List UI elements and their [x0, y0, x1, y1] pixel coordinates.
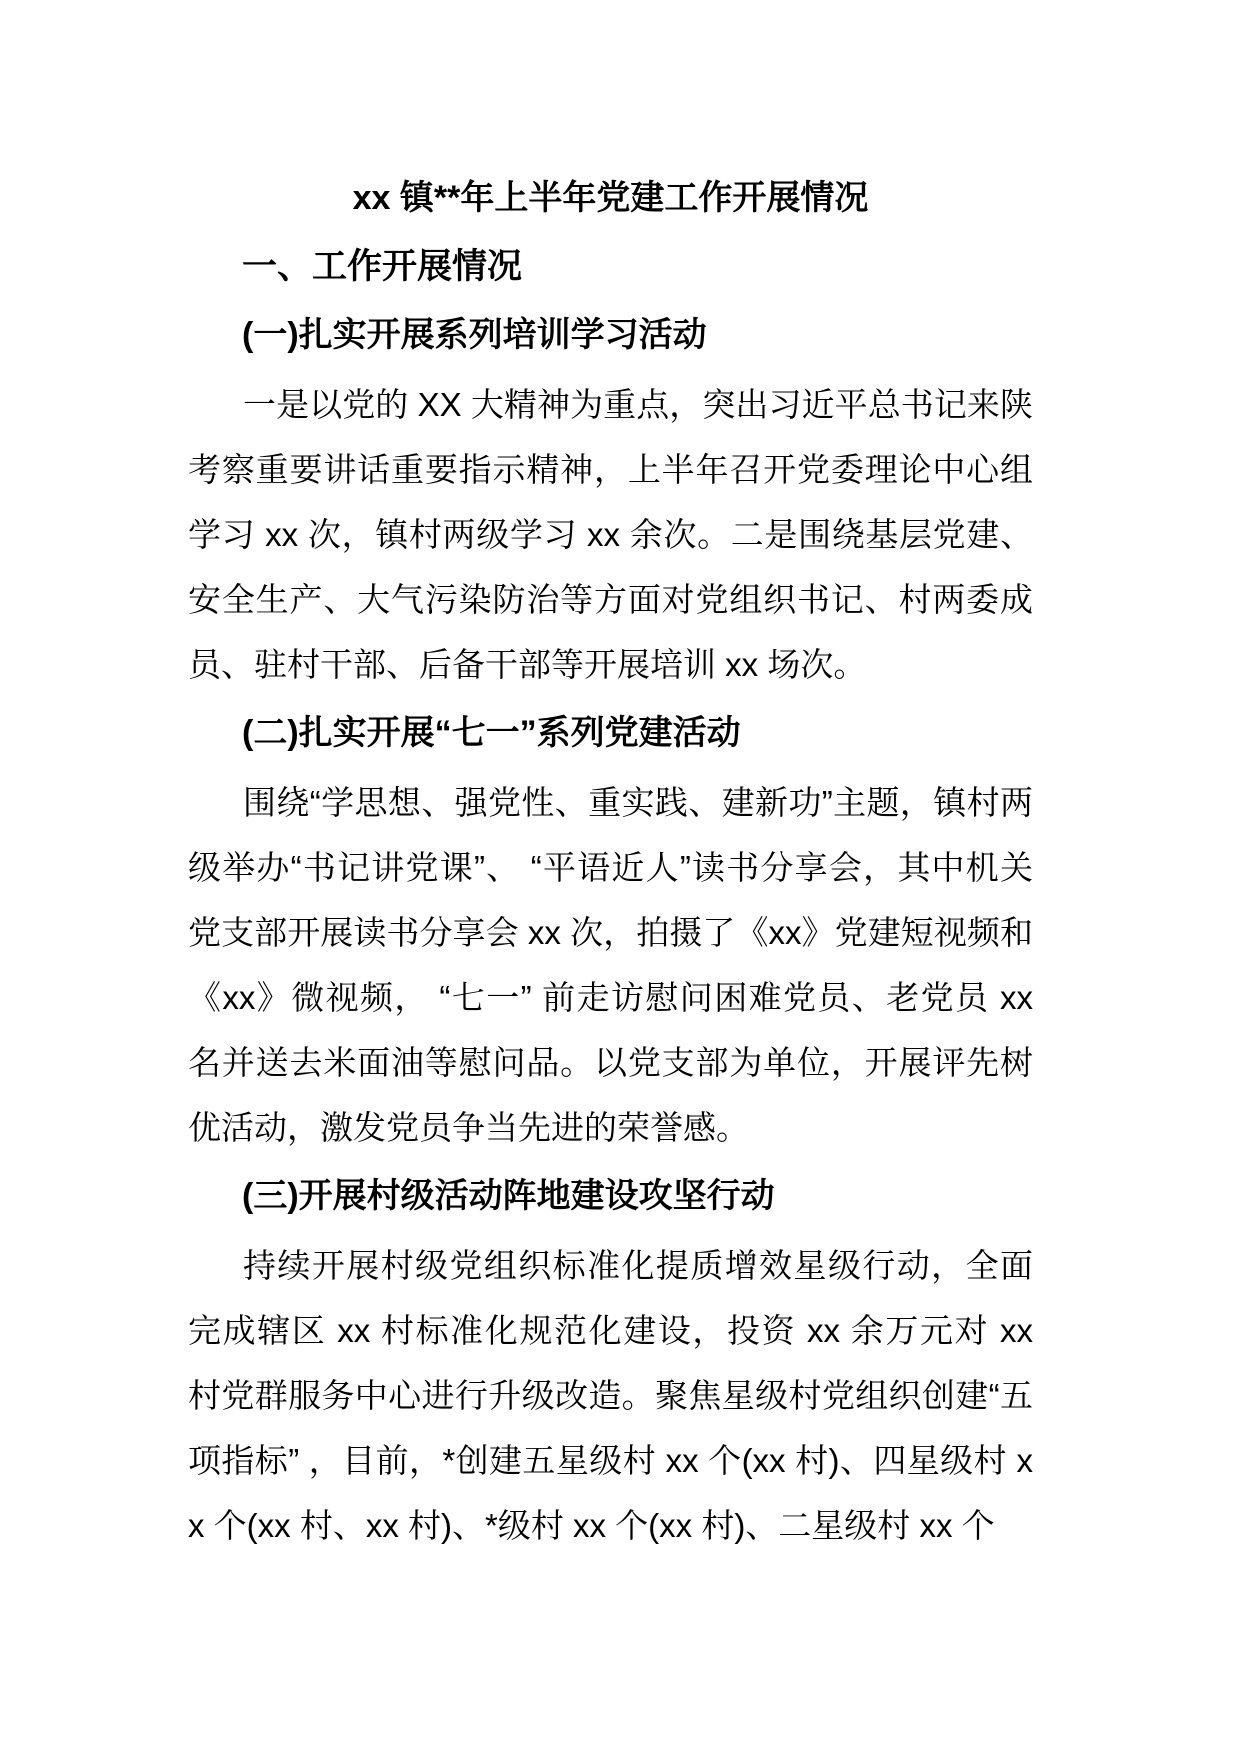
section-2-heading: (二)扎实开展“七一”系列党建活动	[242, 714, 741, 752]
section-1-body: 一是以党的 XX 大精神为重点，突出习近平总书记来陕考察重要讲话重要指示精神，上半年召开党委理论中心组学习 xx 次，镇村两级学习 xx 余次。二是围绕基层党建、安全生产、大气污染防治等方面对党组织书记、村两委成员、驻村干部、后备干部等开展培训 xx 场次。	[188, 386, 1033, 683]
section-1-heading: (一)扎实开展系列培训学习活动	[242, 316, 707, 354]
document-title: xx 镇**年上半年党建工作开展情况	[352, 179, 869, 217]
section-2-body: 围绕“学思想、强党性、重实践、建新功”主题，镇村两级举办“书记讲党课”、 “平语近人”读书分享会，其中机关党支部开展读书分享会 xx 次，拍摄了《xx》党建短视频和《xx》微视频， “七一” 前走访慰问困难党员、老党员 xx 名并送去米面油等慰问品。以党支部为单位，开展评先树优活动，激发党员争当先进的荣誉感。	[188, 784, 1033, 1146]
chapter-heading: 一、工作开展情况	[242, 247, 523, 286]
section-3-body: 持续开展村级党组织标准化提质增效星级行动，全面完成辖区 xx 村标准化规范化建设，投资 xx 余万元对 xx 村党群服务中心进行升级改造。聚焦星级村党组织创建“五项指标” ，目前，*创建五星级村 xx 个(xx 村)、四星级村 xx 个(xx 村、xx 村)、*级村 xx 个(xx 村)、二星级村 xx 个	[188, 1247, 1033, 1544]
section-3-heading: (三)开展村级活动阵地建设攻坚行动	[242, 1177, 775, 1215]
